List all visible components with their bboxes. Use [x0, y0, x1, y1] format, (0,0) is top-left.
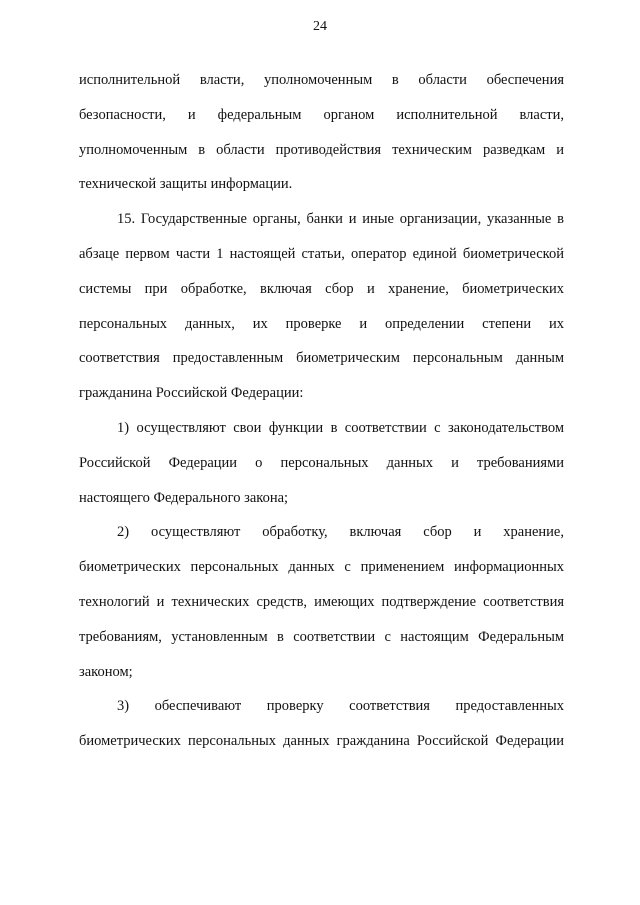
text-line: 1) осуществляют свои функции в соответствии с законодательством — [117, 419, 564, 436]
text-line: законом; — [79, 663, 133, 680]
text-line: персональных данных, их проверке и определении степени их — [79, 315, 564, 332]
paragraph-continuation — [79, 70, 564, 209]
text-line: 2) осуществляют обработку, включая сбор и хранение, — [117, 524, 564, 541]
text-line: уполномоченным в области противодействия техническим разведкам и — [79, 141, 564, 158]
document-body — [79, 70, 564, 766]
paragraph-15 — [79, 209, 564, 418]
text-line: технологий и технических средств, имеющих подтверждение соответствия — [79, 593, 564, 610]
text-line: исполнительной власти, уполномоченным в области обеспечения — [79, 72, 564, 88]
text-line: системы при обработке, включая сбор и хранение, биометрических — [79, 280, 564, 297]
text-line: технической защиты информации. — [79, 176, 293, 193]
page-number: 24 — [313, 19, 327, 34]
text-line: абзаце первом части 1 настоящей статьи, оператор единой биометрической — [79, 245, 564, 262]
list-item-3 — [79, 696, 564, 766]
text-line: 15. Государственные органы, банки и иные организации, указанные в — [117, 211, 564, 228]
text-line: гражданина Российской Федерации: — [79, 385, 304, 402]
list-item-1 — [79, 418, 564, 522]
text-line: биометрических персональных данных гражданина Российской Федерации — [79, 733, 564, 750]
text-line: 3) обеспечивают проверку соответствия предоставленных — [117, 698, 564, 715]
list-item-2 — [79, 522, 564, 696]
text-line: Российской Федерации о персональных данных и требованиями — [79, 454, 564, 471]
text-line: требованиям, установленным в соответствии с настоящим Федеральным — [79, 628, 564, 645]
text-line: соответствия предоставленным биометрическим персональным данным — [79, 350, 564, 367]
text-line: безопасности, и федеральным органом исполнительной власти, — [79, 106, 564, 123]
text-line: настоящего Федерального закона; — [79, 489, 289, 506]
text-line: биометрических персональных данных с применением информационных — [79, 559, 564, 576]
